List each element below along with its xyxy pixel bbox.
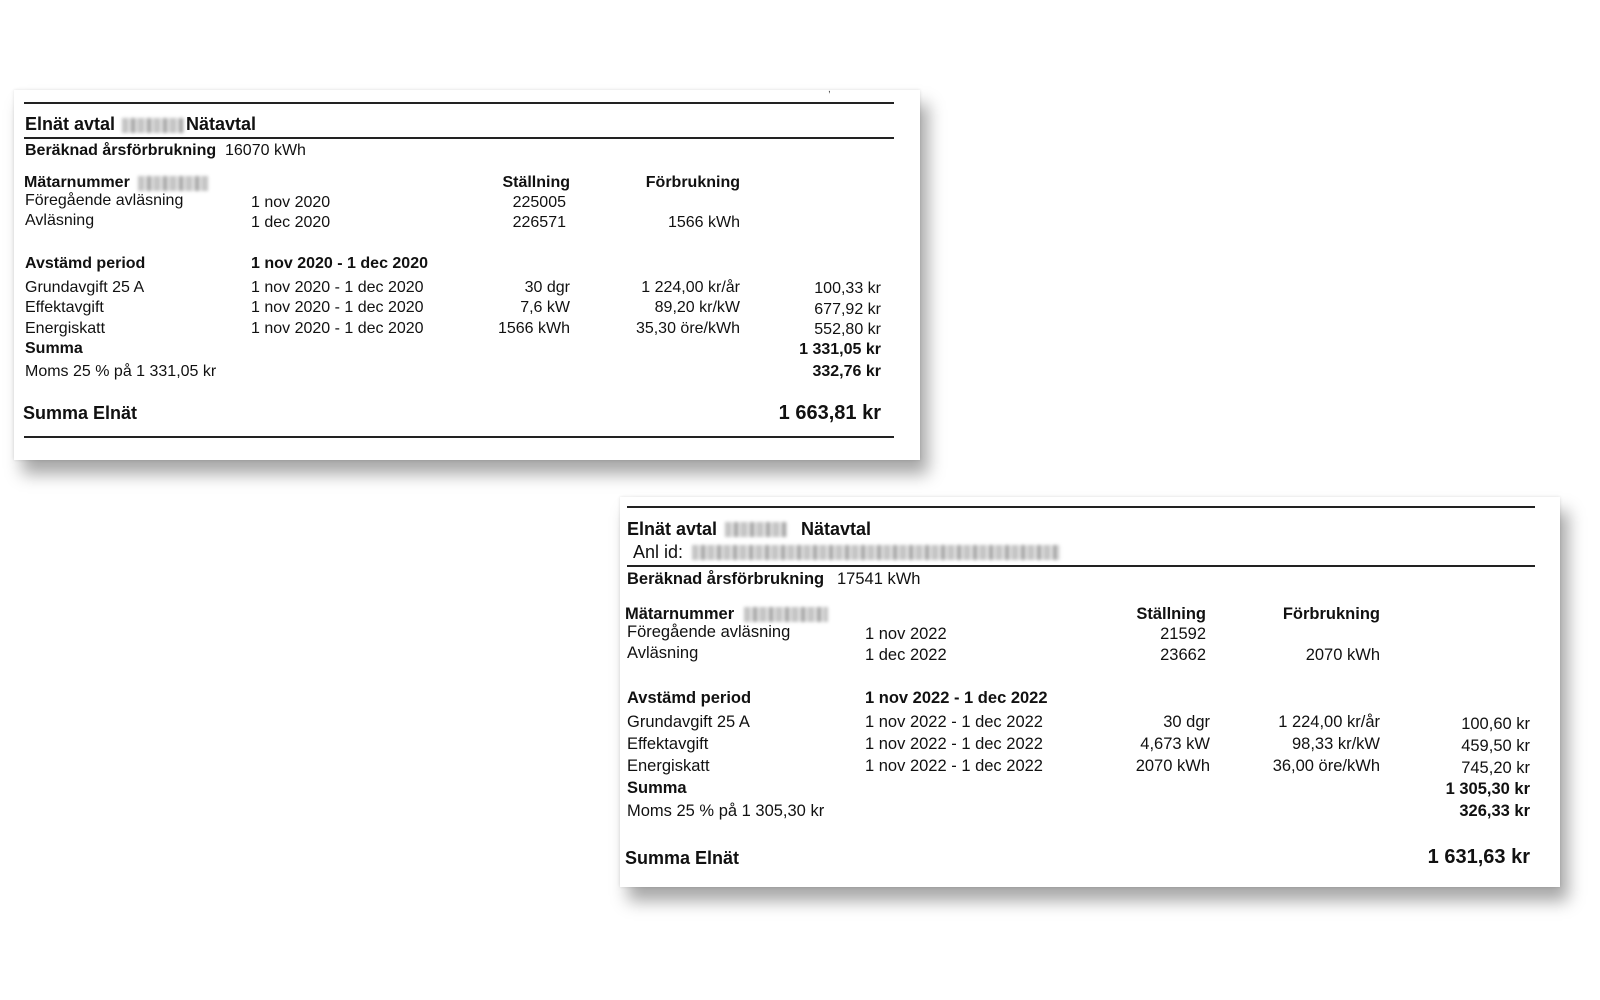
title-rule bbox=[627, 565, 1535, 567]
fee-row-quantity: 4,673 kW bbox=[1140, 735, 1210, 753]
fee-row-period: 1 nov 2022 - 1 dec 2022 bbox=[865, 713, 1043, 731]
fee-row-period: 1 nov 2022 - 1 dec 2022 bbox=[865, 735, 1043, 753]
fee-row-quantity: 30 dgr bbox=[1163, 713, 1210, 731]
annual-consumption-value: 17541 kWh bbox=[837, 570, 921, 588]
current-reading-date: 1 dec 2022 bbox=[865, 646, 947, 664]
previous-reading-date: 1 nov 2020 bbox=[251, 194, 331, 211]
vat-value: 332,76 kr bbox=[812, 363, 881, 380]
fee-row-label: Grundavgift 25 A bbox=[25, 279, 145, 296]
fee-row-quantity: 1566 kWh bbox=[497, 320, 570, 337]
previous-reading-label: Föregående avläsning bbox=[25, 192, 184, 209]
vat-value: 326,33 kr bbox=[1459, 802, 1530, 820]
redacted-contract-name bbox=[122, 118, 184, 133]
current-consumption-value: 1566 kWh bbox=[667, 214, 740, 231]
fee-row-amount: 100,60 kr bbox=[1461, 715, 1530, 733]
previous-reading-label: Föregående avläsning bbox=[627, 623, 791, 641]
grand-total-label: Summa Elnät bbox=[625, 848, 740, 868]
subtotal-value: 1 331,05 kr bbox=[799, 341, 881, 358]
title-rule bbox=[24, 137, 894, 139]
redacted-meter-number bbox=[138, 176, 208, 191]
previous-reading-value: 21592 bbox=[1160, 625, 1206, 643]
column-consumption-header: Förbrukning bbox=[1282, 605, 1380, 623]
grand-total-value: 1 631,63 kr bbox=[1427, 846, 1530, 868]
fee-row-label: Energiskatt bbox=[627, 757, 710, 775]
fee-row-amount: 459,50 kr bbox=[1461, 737, 1530, 755]
invoice-card-2022 bbox=[620, 497, 1560, 887]
fee-row-amount: 100,33 kr bbox=[814, 280, 881, 297]
fee-row-quantity: 7,6 kW bbox=[520, 299, 570, 316]
fee-row-rate: 36,00 öre/kWh bbox=[1272, 757, 1380, 775]
annual-consumption-label: Beräknad årsförbrukning bbox=[25, 142, 217, 159]
fee-row-period: 1 nov 2020 - 1 dec 2020 bbox=[251, 279, 424, 296]
current-reading-label: Avläsning bbox=[25, 212, 95, 229]
previous-reading-value: 225005 bbox=[512, 194, 566, 211]
fee-row-rate: 89,20 kr/kW bbox=[654, 299, 740, 316]
bottom-rule bbox=[24, 436, 894, 438]
contract-title-suffix: Nätavtal bbox=[186, 114, 257, 134]
contract-title-suffix: Nätavtal bbox=[801, 519, 872, 539]
previous-reading-date: 1 nov 2022 bbox=[865, 625, 947, 643]
fee-row-rate: 35,30 öre/kWh bbox=[635, 320, 740, 337]
subtotal-value: 1 305,30 kr bbox=[1445, 780, 1530, 798]
current-consumption-value: 2070 kWh bbox=[1305, 646, 1380, 664]
contract-title-prefix: Elnät avtal bbox=[25, 114, 116, 134]
fee-row-label: Effektavgift bbox=[25, 299, 104, 316]
fee-row-period: 1 nov 2022 - 1 dec 2022 bbox=[865, 757, 1043, 775]
subtotal-label: Summa bbox=[25, 340, 83, 357]
fee-row-label: Energiskatt bbox=[25, 320, 106, 337]
redacted-meter-number bbox=[744, 607, 828, 622]
vat-label: Moms 25 % på 1 305,30 kr bbox=[627, 802, 825, 820]
top-rule bbox=[24, 102, 894, 104]
grand-total-label: Summa Elnät bbox=[23, 403, 138, 423]
billing-period-label: Avstämd period bbox=[627, 689, 752, 707]
column-reading-header: Ställning bbox=[1136, 605, 1206, 623]
contract-title-prefix: Elnät avtal bbox=[627, 519, 718, 539]
annual-consumption-value: 16070 kWh bbox=[225, 142, 306, 159]
fee-row-label: Effektavgift bbox=[627, 735, 709, 753]
redacted-contract-name bbox=[725, 522, 787, 537]
fee-row-amount: 745,20 kr bbox=[1461, 759, 1530, 777]
fee-row-rate: 98,33 kr/kW bbox=[1291, 735, 1380, 753]
fee-row-quantity: 2070 kWh bbox=[1135, 757, 1210, 775]
current-reading-value: 23662 bbox=[1160, 646, 1206, 664]
fee-row-period: 1 nov 2020 - 1 dec 2020 bbox=[251, 320, 424, 337]
redacted-installation-id bbox=[692, 545, 1060, 560]
current-reading-value: 226571 bbox=[512, 214, 566, 231]
billing-period-value: 1 nov 2020 - 1 dec 2020 bbox=[251, 255, 428, 272]
column-consumption-header: Förbrukning bbox=[645, 174, 740, 191]
fee-row-rate: 1 224,00 kr/år bbox=[1278, 713, 1380, 731]
annual-consumption-label: Beräknad årsförbrukning bbox=[627, 570, 825, 588]
fee-row-amount: 677,92 kr bbox=[814, 301, 881, 318]
meter-number-label: Mätarnummer bbox=[625, 605, 735, 623]
top-rule bbox=[627, 506, 1535, 508]
invoice-card-2020: , Elnät avtal Nätavtal Beräknad årsförbrukning 16070 kWh Mätarnummer Ställning Förbrukning Föregående avläsning 1 nov 2020 225005 Avläsning 1 dec 2020 226571 1566 kWh Avstämd period 1 nov 2020 - 1 dec 2020 Grundavgift 25 A 1 nov 2020 - 1 dec 2020 30 dgr 1 224,00 kr/år 100,33 kr Effektavgift 1 nov 2020 - 1 dec 2020 7,6 kW 89,20 kr/kW 677,92 kr Energiskatt 1 nov 2020 - 1 dec 2020 1566 kWh 35,30 öre/kWh 552,80 kr Summa 1 331,05 kr Moms 25 % på 1 331,05 kr 332,76 kr Summa Elnät 1 663,81 kr bbox=[14, 90, 920, 460]
subtotal-label: Summa bbox=[627, 779, 687, 797]
fee-row-label: Grundavgift 25 A bbox=[627, 713, 750, 731]
column-reading-header: Ställning bbox=[502, 174, 570, 191]
current-reading-label: Avläsning bbox=[627, 644, 699, 662]
vat-label: Moms 25 % på 1 331,05 kr bbox=[25, 363, 217, 380]
fee-row-period: 1 nov 2020 - 1 dec 2020 bbox=[251, 299, 424, 316]
meter-number-label: Mätarnummer bbox=[24, 174, 130, 191]
fee-row-amount: 552,80 kr bbox=[814, 321, 881, 338]
fee-row-quantity: 30 dgr bbox=[524, 279, 570, 296]
billing-period-value: 1 nov 2022 - 1 dec 2022 bbox=[865, 689, 1048, 707]
fee-row-rate: 1 224,00 kr/år bbox=[641, 279, 740, 296]
installation-id-label: Anl id: bbox=[633, 542, 684, 562]
grand-total-value: 1 663,81 kr bbox=[778, 402, 881, 424]
billing-period-label: Avstämd period bbox=[25, 255, 146, 272]
current-reading-date: 1 dec 2020 bbox=[251, 214, 331, 231]
